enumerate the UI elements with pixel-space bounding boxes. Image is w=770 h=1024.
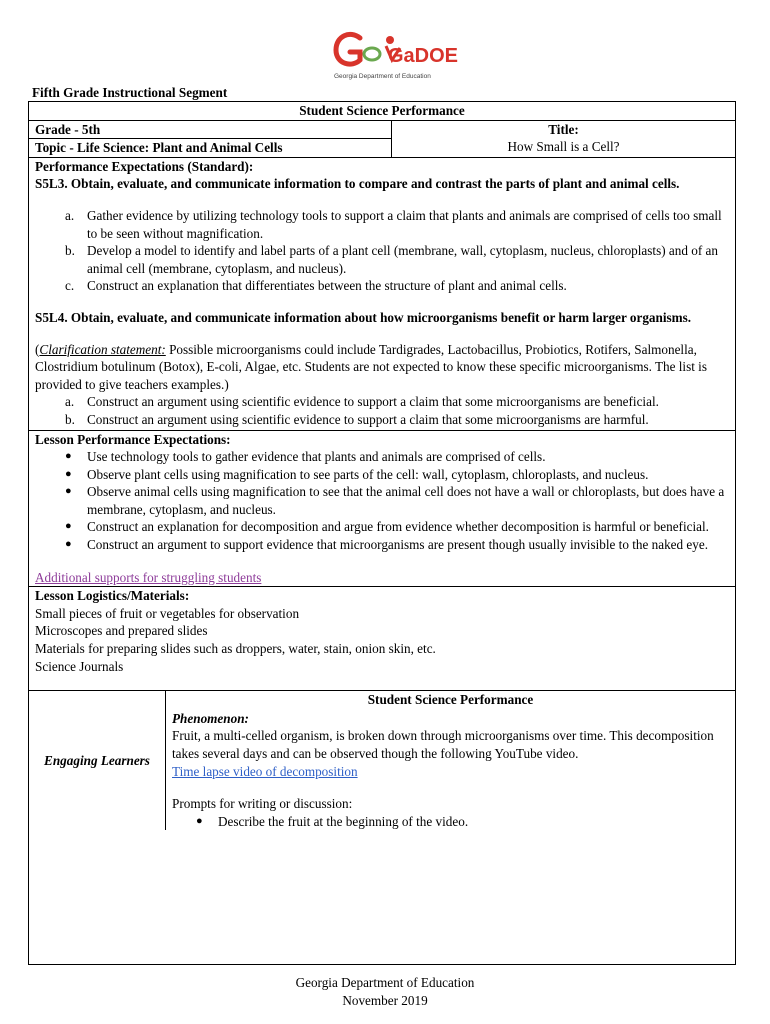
page-footer <box>0 974 770 1009</box>
clarification-label: Clarification statement: <box>39 341 166 357</box>
list-item: Small pieces of fruit or vegetables for observation <box>35 605 300 621</box>
lpe-section <box>29 430 735 587</box>
list-item: a. Construct an argument using scientific evidence to support a claim that some microorganisms are beneficial. <box>65 394 659 410</box>
standards-section <box>29 157 735 430</box>
title-label: Title: <box>548 121 579 137</box>
list-item: Microscopes and prepared slides <box>35 623 208 639</box>
gadoe-logo-graphic <box>330 26 459 84</box>
s5l4-standard: S5L4. Obtain, evaluate, and communicate information about how microorganisms benefit or harm larger organisms. <box>35 309 692 325</box>
s5l4-list <box>35 393 729 428</box>
phenomenon-text: Fruit, a multi-celled organism, is broken down through microorganisms over time. This decomposition takes several days and can be observed though the following YouTube video. <box>172 728 714 761</box>
clarification-statement: (Clarification statement: Possible microorganisms could include Tardigrades, Lactobacillus, Probiotics, Rotifers, Salmonella, Clostridium botulinum (Botox), E-coli, Algae, etc. Students are not expected to know these specific microorganisms. The list is provided to give teachers examples.) <box>35 341 707 392</box>
topic-label: Topic - Life Science: Plant and Animal Cells <box>29 138 391 157</box>
lpe-list <box>35 448 729 554</box>
gadoe-logo <box>330 26 459 84</box>
list-item: Science Journals <box>35 658 124 674</box>
logo-subtitle: Georgia Department of Education <box>334 73 431 80</box>
list-item: ● Describe the fruit at the beginning of the video. <box>218 813 729 831</box>
header-banner: Student Science Performance <box>299 103 465 118</box>
list-item: ● Construct an explanation for decomposition and argue from evidence whether decomposition is harmful or beneficial. <box>87 518 729 536</box>
list-item: Materials for preparing slides such as droppers, water, stain, onion skin, etc. <box>35 641 436 657</box>
s5l3-standard: S5L3. Obtain, evaluate, and communicate information to compare and contrast the parts of plant and animal cells. <box>35 176 680 192</box>
list-item: b. Develop a model to identify and label parts of a plant cell (membrane, wall, cytoplasm, nucleus, chloroplasts) and of an animal cell (membrane, cytoplasm, and nucleus). <box>65 243 718 276</box>
lpe-label: Lesson Performance Expectations: <box>35 431 231 447</box>
prompts-label: Prompts for writing or discussion: <box>172 796 353 812</box>
list-item: c. Construct an explanation that differentiates between the structure of plant and animal cells. <box>65 278 567 294</box>
title-value: How Small is a Cell? <box>507 139 620 155</box>
logistics-section <box>29 586 735 690</box>
logo-text: GaDOE <box>388 45 459 67</box>
list-item: a. Gather evidence by utilizing technology tools to support a claim that plants and animals are comprised of cells too small to be seen without magnification. <box>65 207 722 241</box>
title-cell <box>392 121 735 157</box>
engaging-learners-content <box>166 691 735 830</box>
additional-supports-link[interactable]: Additional supports for struggling students <box>35 569 262 585</box>
engaging-learners-label: Engaging Learners <box>29 691 166 830</box>
list-item: ● Observe plant cells using magnification to see parts of the cell: wall, cytoplasm, chloroplasts, and nucleus. <box>87 466 729 484</box>
footer-date: November 2019 <box>342 992 428 1008</box>
pe-label: Performance Expectations (Standard): <box>35 158 254 174</box>
support-link-wrap <box>35 569 729 587</box>
prompts-list <box>172 813 729 831</box>
s5l3-list <box>35 207 729 295</box>
performance-banner: Student Science Performance <box>367 692 534 708</box>
engaging-learners-row <box>29 690 735 830</box>
grade-topic-cell <box>29 121 392 157</box>
list-item: ● Observe animal cells using magnification to see that the animal cell does not have a wall or chloroplasts, but does have a membrane, cytoplasm, and nucleus. <box>87 483 729 518</box>
list-item: ● Use technology tools to gather evidence that plants and animals are comprised of cells. <box>87 448 729 466</box>
phenomenon-label: Phenomenon: <box>172 710 249 726</box>
grade-label: Grade - 5th <box>35 121 101 137</box>
footer-org: Georgia Department of Education <box>295 975 475 990</box>
list-item: ● Construct an argument to support evidence that microorganisms are present though usually invisible to the naked eye. <box>87 536 729 554</box>
logistics-label: Lesson Logistics/Materials: <box>35 588 190 604</box>
decomposition-video-link[interactable]: Time lapse video of decomposition <box>172 763 358 779</box>
page-heading: Fifth Grade Instructional Segment <box>32 85 228 100</box>
list-item: b. Construct an argument using scientific evidence to support a claim that some microorganisms are harmful. <box>65 411 649 427</box>
lesson-table <box>28 101 736 965</box>
header-row <box>29 120 735 157</box>
